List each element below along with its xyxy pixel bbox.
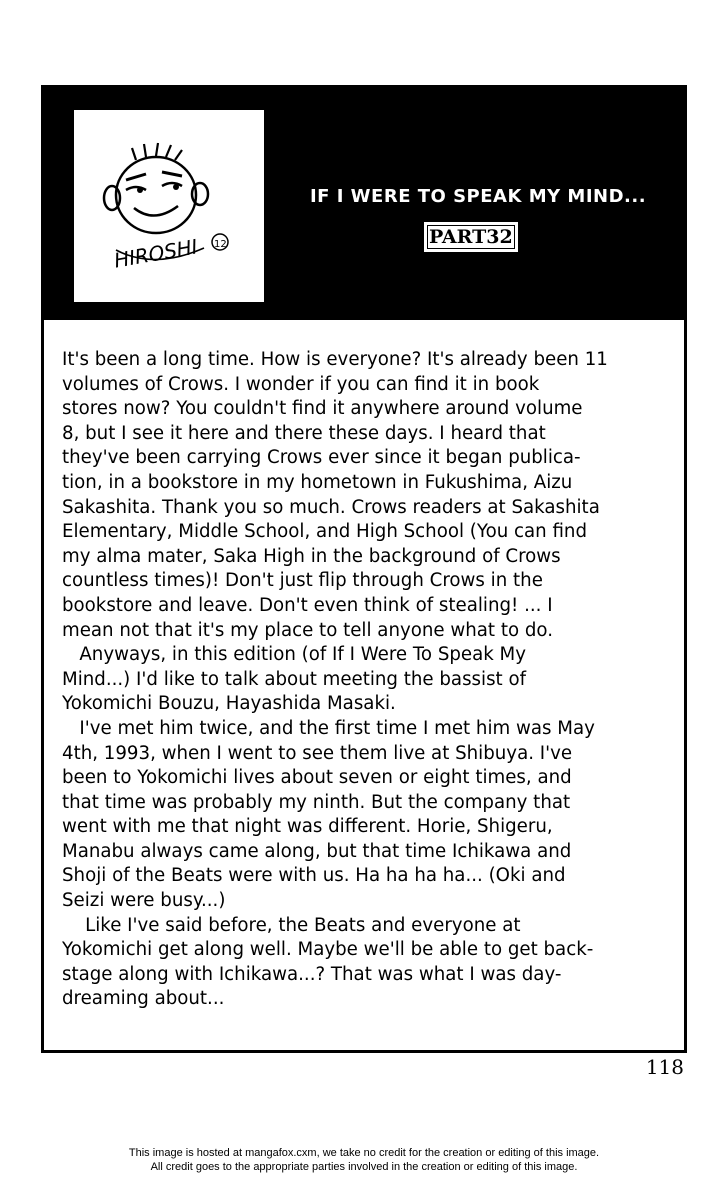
body-line: stage along with Ichikawa...? That was what I was day-: [62, 963, 562, 985]
body-line: Sakashita. Thank you so much. Crows readers at Sakashita: [62, 496, 600, 518]
body-line: Shoji of the Beats were with us. Ha ha ha ha... (Oki and: [62, 865, 566, 887]
column-body: [62, 348, 672, 1012]
body-line: went with me that night was different. Horie, Shigeru,: [62, 816, 553, 838]
body-line: dreaming about...: [62, 988, 225, 1010]
body-line: Like I've said before, the Beats and everyone at: [62, 914, 521, 936]
body-line: stores now? You couldn't find it anywhere around volume: [62, 398, 583, 420]
body-line: that time was probably my ninth. But the company that: [62, 791, 571, 813]
body-line: bookstore and leave. Don't even think of stealing! ... I: [62, 594, 553, 616]
hosting-credit-line-1: This image is hosted at mangafox.cxm, we take no credit for the creation or editing of this image.: [128, 1147, 600, 1159]
body-line: Mind...) I'd like to talk about meeting the bassist of: [62, 668, 527, 690]
body-line: Elementary, Middle School, and High School (You can find: [62, 521, 587, 543]
hosting-credit-line-2: All credit goes to the appropriate parties involved in the creation or editing of this image.: [150, 1161, 578, 1173]
body-line: Yokomichi Bouzu, Hayashida Masaki.: [62, 693, 396, 715]
body-line: Anyways, in this edition (of If I Were To Speak My: [62, 644, 527, 666]
body-line: It's been a long time. How is everyone? It's already been 11: [62, 349, 608, 370]
signature-text: HIROSHI: [112, 234, 200, 273]
body-line: volumes of Crows. I wonder if you can find it in book: [62, 373, 540, 395]
body-line: Manabu always came along, but that time Ichikawa and: [62, 840, 572, 862]
body-line: Yokomichi get along well. Maybe we'll be able to get back-: [62, 939, 594, 961]
author-self-portrait-drawing: [74, 110, 264, 302]
body-line: been to Yokomichi lives about seven or eight times, and: [62, 767, 572, 789]
body-line: Seizi were busy...): [62, 890, 226, 912]
signature-number: 12: [214, 239, 227, 250]
body-line: 4th, 1993, when I went to see them live at Shibuya. I've: [62, 742, 573, 764]
body-line: mean not that it's my place to tell anyone what to do.: [62, 619, 554, 641]
column-page-frame: [41, 85, 687, 1053]
body-line: my alma mater, Saka High in the background of Crows: [62, 545, 561, 567]
body-line: 8, but I see it here and there these days. I heard that: [62, 422, 546, 444]
part-label: PART32: [424, 222, 518, 252]
column-title: IF I WERE TO SPEAK MY MIND...: [309, 186, 647, 207]
body-line: countless times)! Don't just flip through Crows in the: [62, 570, 543, 592]
page-number: 118: [645, 1055, 684, 1079]
header-band: [44, 88, 684, 320]
body-line: tion, in a bookstore in my hometown in Fukushima, Aizu: [62, 471, 573, 493]
body-line: I've met him twice, and the first time I met him was May: [62, 717, 595, 739]
body-line: they've been carrying Crows ever since it began publica-: [62, 447, 581, 469]
author-portrait: [74, 110, 264, 302]
